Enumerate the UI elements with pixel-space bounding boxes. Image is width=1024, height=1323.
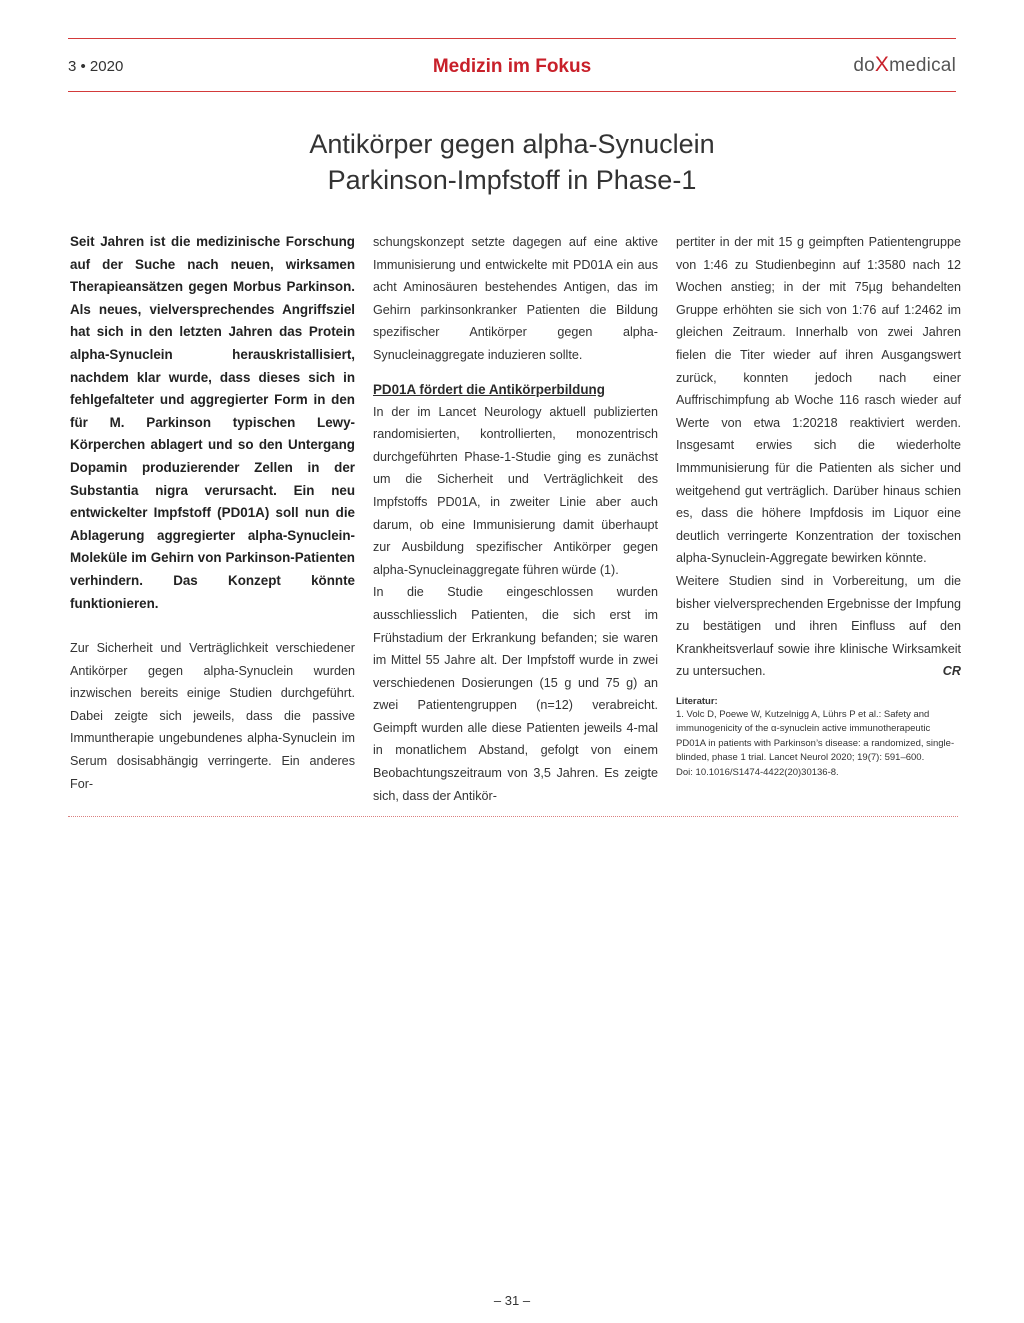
subheading: PD01A fördert die Antikörperbildung [373, 381, 605, 397]
article-title-line1: Antikörper gegen alpha-Synuclein [309, 129, 715, 159]
article-title [0, 126, 1024, 198]
body-text: Weitere Studien sind in Vorbereitung, um die bisher vielversprechenden Ergebnisse der Impfung zu bestätigen und ihren Einfluss auf den Krankheitsverlauf sowie ihre klinische Wirksamkeit zu untersuchen. [676, 573, 961, 679]
header-top-rule [68, 38, 956, 39]
body-paragraph: In der im Lancet Neurology aktuell publizierten randomisierten, kontrollierten, monozentrisch durchgeführten Phase-1-Studie ging es zunächst um die Sicherheit und Verträglichkeit des Impfstoffs PD01A, in zweiter Linie aber auch darum, ob eine Immunisierung damit überhaupt zur Ausbildung spezifischer Antikörper gegen alpha-Synucleinaggregate führen würde (1). [373, 404, 658, 577]
logo-x: X [874, 53, 890, 76]
lead-paragraph: Seit Jahren ist die medizinische Forschung auf der Suche nach neuen, wirksamen Therapieansätzen gegen Morbus Parkinson. Als neues, vielversprechendes Angriffsziel hat sich in den letzten Jahren das Protein alpha-Synuclein herauskristallisiert, nachdem klar wurde, dass dieses sich in fehlgefalteter und aggregierter Form in den für M. Parkinson typischen Lewy-Körperchen ablagert und so den Untergang Dopamin produzierender Zellen in der Substantia nigra verursacht. Ein neu entwickelter Impfstoff (PD01A) soll nun die Ablagerung aggregierter alpha-Synuclein-Moleküle im Gehirn von Parkinson-Patienten verhindern. Das Konzept könnte funktionieren. [70, 234, 355, 611]
reference-doi: Doi: 10.1016/S1474-4422(20)30136-8. [676, 766, 839, 778]
logo-prefix: do [853, 55, 875, 76]
column-2 [373, 231, 658, 807]
column-1 [70, 231, 355, 795]
reference-entry: 1. Volc D, Poewe W, Kutzelnigg A, Lührs P et al.: Safety and immunogenicity of the α-synuclein active immunotherapeutic PD01A in patients with Parkinson’s disease: a randomized, single-blinded, phase 1 trial. Lancet Neurol 2020; 19(7): 591–600. [676, 708, 955, 764]
author-signature: CR [942, 664, 961, 679]
section-title: Medizin im Fokus [432, 56, 592, 77]
page-number: – 31 – [493, 1293, 531, 1308]
references-heading: Literatur: [676, 695, 718, 707]
header-bottom-rule [68, 91, 956, 92]
logo-suffix: medical [889, 55, 956, 76]
body-paragraph: Zur Sicherheit und Verträglichkeit verschiedener Antikörper gegen alpha-Synuclein wurden inzwischen bereits einige Studien durchgeführt. Dabei zeigte sich jeweils, dass die passive Immuntherapie ungebundenes alpha-Synuclein im Serum dosisabhängig verringerte. Ein anderes For- [70, 641, 355, 791]
body-paragraph: In die Studie eingeschlossen wurden ausschliesslich Patienten, die sich erst im Frühstadium der Erkrankung befanden; sie waren im Mittel 55 Jahre alt. Der Impfstoff wurde in zwei verschiedenen Dosierungen (15 g und 75 g) an zwei Patientengruppen (n=12) verabreicht. Geimpft wurden alle diese Patienten jeweils 4-mal in monatlichem Abstand, gefolgt von einem Beobachtungszeitraum von 3,5 Jahren. Es zeigte sich, dass der Antikör- [373, 585, 658, 803]
body-paragraph: pertiter in der mit 15 g geimpften Patientengruppe von 1:46 zu Studienbeginn auf 1:3580 nach 12 Wochen anstieg; in der mit 75µg behandelten Gruppe erhöhten sie sich von 1:76 auf 1:2462 im gleichen Zeitraum. Innerhalb von zwei Jahren fielen die Titer wieder auf ihren Ausgangswert zurück, konnten jedoch nach einer Auffrischimpfung ab Woche 116 rasch wieder auf Werte von etwa 1:20218 reaktiviert werden. Insgesamt erwies sich die wiederholte Immmunisierung für die Patienten als sicher und weitgehend gut verträglich. Darüber hinaus schien es, dass die höhere Impfdosis im Liquor eine deutlich verringerte Konzentration der toxischen alpha-Synuclein-Aggregate bewirken könnte. [676, 235, 961, 566]
doxmedical-logo [853, 53, 956, 77]
column-3 [676, 231, 961, 780]
article-title-line2: Parkinson-Impfstoff in Phase-1 [327, 165, 697, 195]
article-end-rule [68, 816, 958, 817]
issue-number: 3 • 2020 [68, 58, 124, 75]
body-paragraph: schungskonzept setzte dagegen auf eine aktive Immunisierung und entwickelte mit PD01A ein aus acht Aminosäuren bestehendes Antigen, das im Gehirn parkinsonkranker Patienten die Bildung spezifischer Antikörper gegen alpha-Synucleinaggregate induzieren sollte. [373, 235, 658, 362]
body-paragraph-final [676, 570, 961, 683]
